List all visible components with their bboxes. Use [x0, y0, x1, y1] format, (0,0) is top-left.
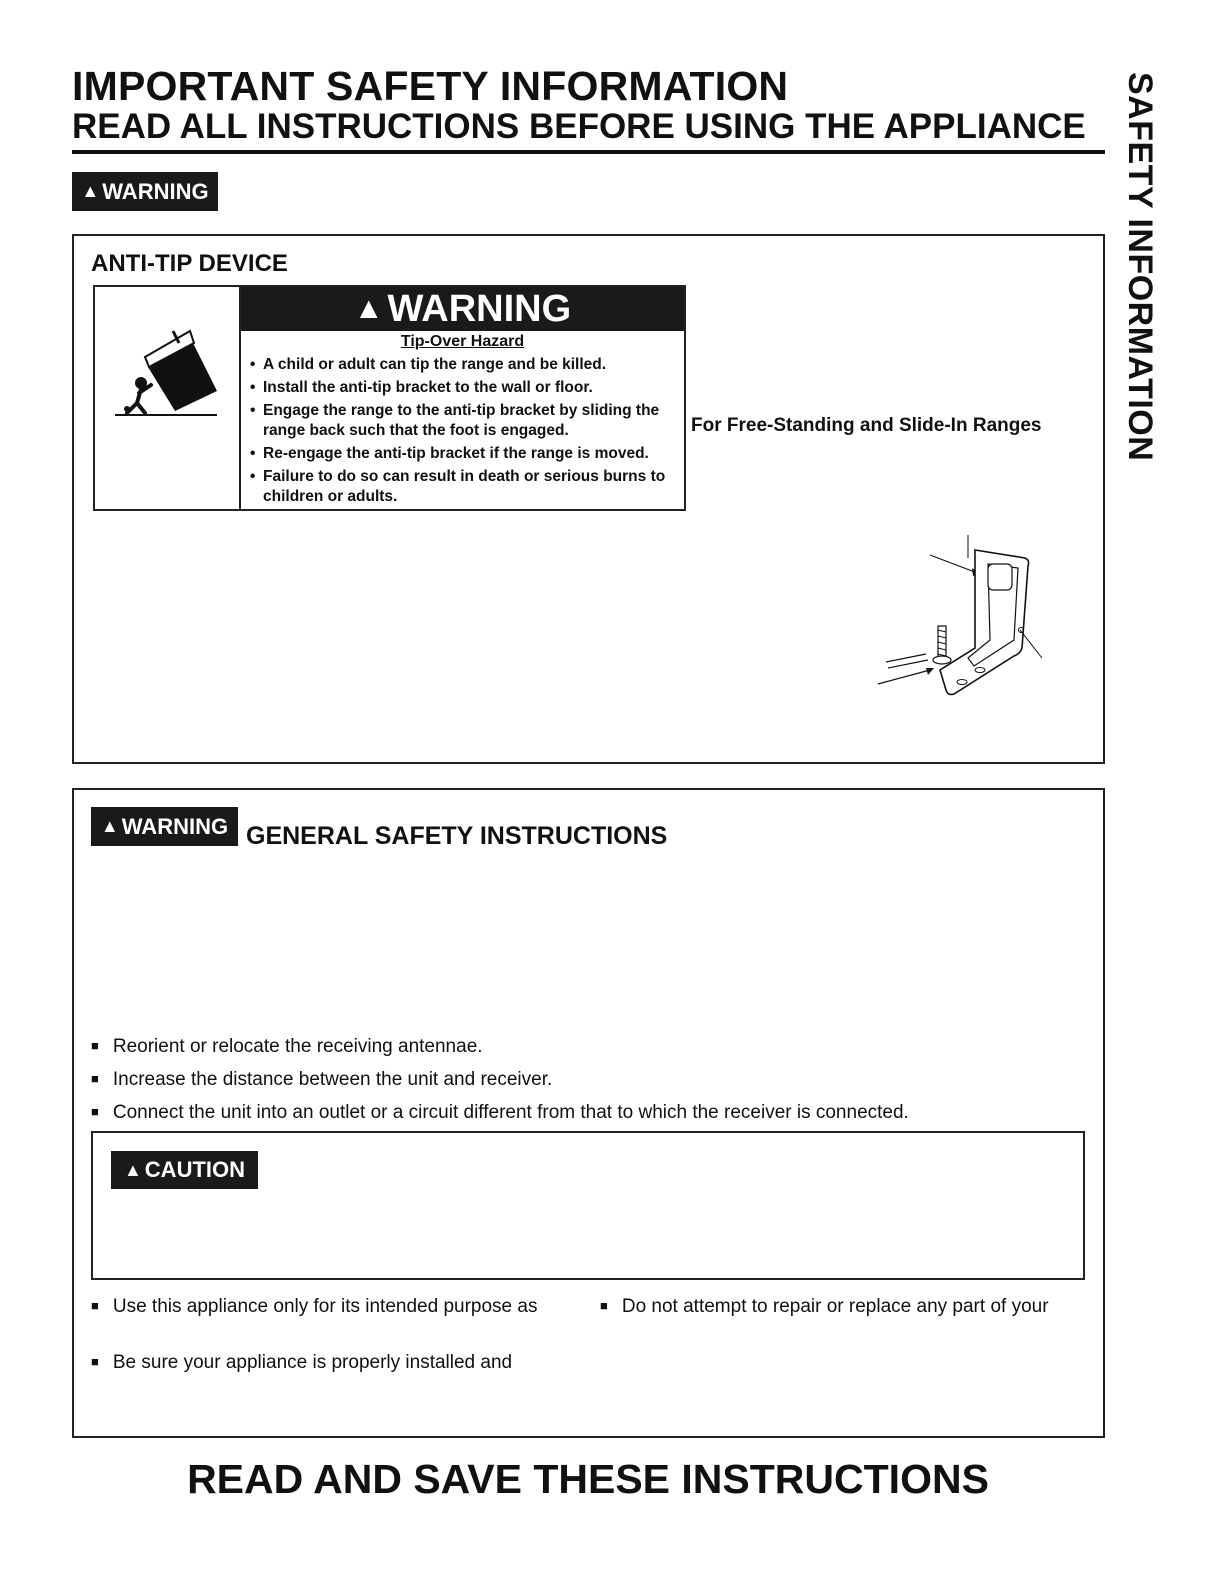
square-bullet-icon: ■	[600, 1298, 608, 1313]
warning-triangle-icon: ▲	[353, 292, 384, 325]
tip-over-warning-label	[93, 285, 686, 511]
list-item: ■ Use this appliance only for its intended purpose as	[91, 1296, 538, 1317]
list-item: ■ Be sure your appliance is properly installed and	[91, 1352, 513, 1373]
footer-title: READ AND SAVE THESE INSTRUCTIONS	[187, 1456, 989, 1502]
bracket-caption: For Free-Standing and Slide-In Ranges	[691, 415, 1042, 436]
square-bullet-icon: ■	[91, 1298, 99, 1313]
page-title: IMPORTANT SAFETY INFORMATION	[72, 63, 789, 109]
warning-badge-label: WARNING	[121, 813, 229, 839]
anti-tip-bracket-illustration	[870, 530, 1050, 705]
square-bullet-icon: ■	[91, 1038, 99, 1053]
square-bullet-icon: ■	[91, 1071, 99, 1086]
warning-triangle-icon: ▲	[123, 1159, 142, 1180]
tip-over-illustration	[95, 287, 241, 509]
warning-badge	[72, 172, 218, 211]
list-item: ■ Reorient or relocate the receiving antennae.	[91, 1036, 483, 1057]
anti-tip-heading: ANTI-TIP DEVICE	[91, 250, 288, 277]
warning-badge-label: WARNING	[102, 178, 209, 204]
label-warning-header	[241, 287, 684, 331]
list-item: • A child or adult can tip the range and be killed.	[245, 355, 685, 375]
general-safety-heading: GENERAL SAFETY INSTRUCTIONS	[246, 822, 668, 850]
list-item: • Failure to do so can result in death or serious burns to children or adults.	[245, 467, 685, 507]
caution-badge	[111, 1151, 258, 1189]
warning-triangle-icon: ▲	[100, 816, 119, 836]
side-tab-label: SAFETY INFORMATION	[1121, 72, 1159, 462]
square-bullet-icon: ■	[91, 1354, 99, 1369]
hazard-title: Tip-Over Hazard	[400, 333, 525, 350]
list-item: • Install the anti-tip bracket to the wall or floor.	[245, 378, 685, 398]
list-item: ■ Increase the distance between the unit and receiver.	[91, 1069, 553, 1090]
square-bullet-icon: ■	[91, 1104, 99, 1119]
list-item: • Engage the range to the anti-tip bracket by sliding the range back such that the foot is engaged.	[245, 401, 685, 441]
warning-badge	[91, 807, 238, 846]
hazard-list	[245, 355, 685, 510]
caution-badge-label: CAUTION	[144, 1157, 246, 1182]
tipping-range-icon	[95, 287, 239, 509]
list-item: ■ Do not attempt to repair or replace any part of your	[600, 1296, 1049, 1317]
label-warning-text: WARNING	[387, 287, 572, 330]
warning-triangle-icon: ▲	[81, 181, 100, 201]
page-subtitle: READ ALL INSTRUCTIONS BEFORE USING THE APPLIANCE	[72, 107, 1086, 146]
list-item: • Re-engage the anti-tip bracket if the range is moved.	[245, 444, 685, 464]
title-divider	[72, 150, 1105, 154]
list-item: ■ Connect the unit into an outlet or a circuit different from that to which the receiver is connected.	[91, 1102, 909, 1123]
